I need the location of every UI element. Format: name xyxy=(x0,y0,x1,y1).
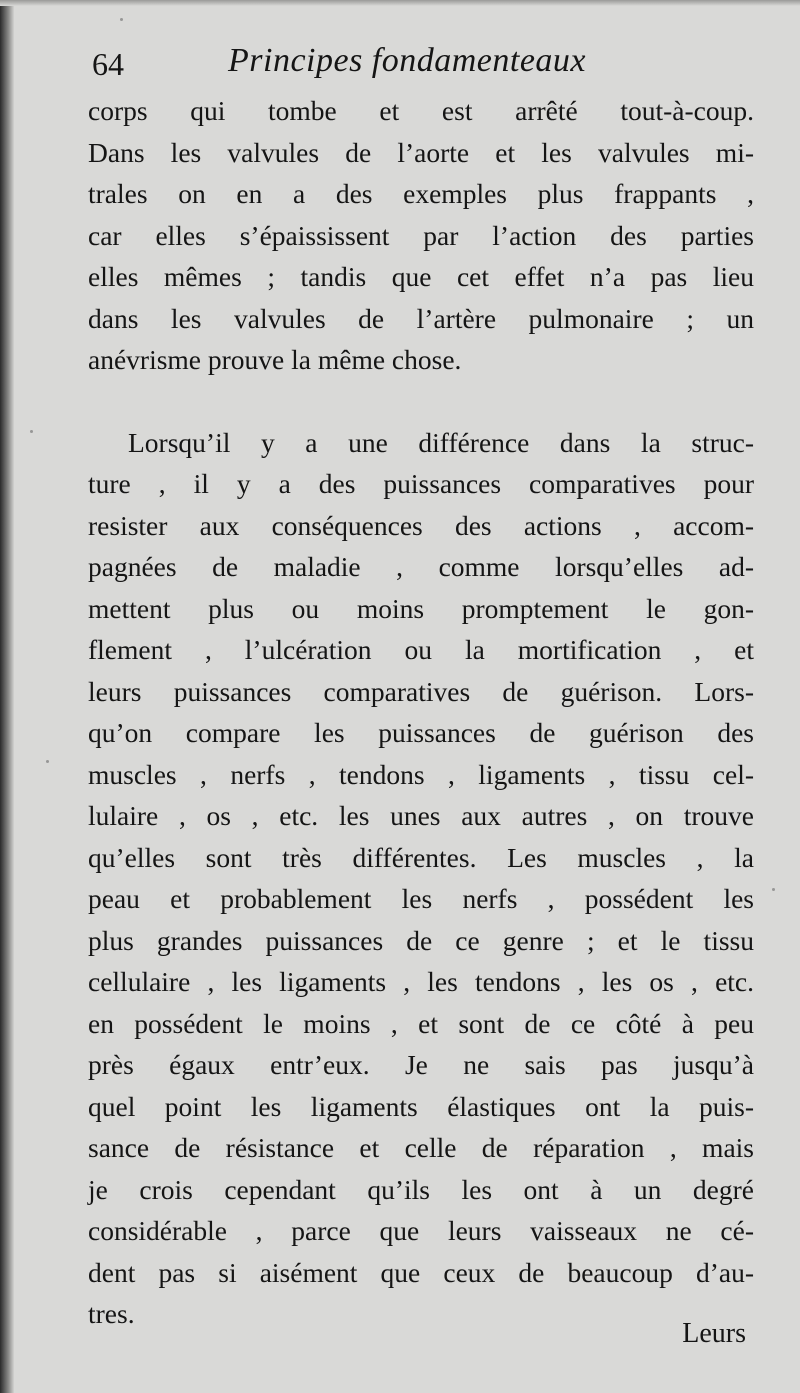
text-line: plus grandes puissances de ce genre ; et le tissu xyxy=(88,924,754,956)
text-line: peau et probablement les nerfs , possédent les xyxy=(88,883,754,914)
paper-speck xyxy=(120,18,123,21)
page-number: 64 xyxy=(92,46,124,82)
text-line: Dans les valvules de l’aorte et les valvules mi- xyxy=(88,136,754,168)
text-line: qu’on compare les puissances de guérison des xyxy=(88,717,754,748)
paper-speck xyxy=(46,760,49,763)
catchword: Leurs xyxy=(682,1318,746,1349)
text-line: trales on en a des exemples plus frappants , xyxy=(88,178,754,209)
text-line: dent pas si aisément que ceux de beaucoup d’au- xyxy=(88,1256,754,1288)
text-line: corps qui tombe et est arrêté tout-à-coup. xyxy=(88,95,754,126)
text-line: sance de résistance et celle de réparation , mais xyxy=(88,1132,754,1163)
text-line: tres. xyxy=(88,1298,135,1329)
text-line: je crois cependant qu’ils les ont à un degré xyxy=(88,1173,754,1205)
text-line: près égaux entr’eux. Je ne sais pas jusqu’à xyxy=(88,1049,754,1080)
text-line: resister aux conséquences des actions , accom- xyxy=(88,509,754,541)
page-edge-shadow xyxy=(0,0,14,1393)
text-line: lulaire , os , etc. les unes aux autres , on trouve xyxy=(88,800,754,831)
text-line: qu’elles sont très différentes. Les muscles , la xyxy=(88,841,754,873)
text-line: muscles , nerfs , tendons , ligaments , tissu cel- xyxy=(88,758,754,790)
page-body xyxy=(88,90,754,1335)
text-line: dans les valvules de l’artère pulmonaire ; un xyxy=(88,302,754,334)
text-line: en possédent le moins , et sont de ce côté à peu xyxy=(88,1007,754,1039)
text-line: leurs puissances comparatives de guérison. Lors- xyxy=(88,675,754,707)
paragraph-gap xyxy=(88,381,754,422)
text-line: anévrisme prouve la même chose. xyxy=(88,344,462,375)
paragraph-1 xyxy=(88,90,754,381)
text-line: car elles s’épaississent par l’action des parties xyxy=(88,219,754,251)
text-line: elles mêmes ; tandis que cet effet n’a pas lieu xyxy=(88,261,754,292)
text-line: ture , il y a des puissances comparatives pour xyxy=(88,468,754,499)
text-line: quel point les ligaments élastiques ont la puis- xyxy=(88,1090,754,1122)
text-line: mettent plus ou moins promptement le gon- xyxy=(88,592,754,624)
text-line: flement , l’ulcération ou la mortification , et xyxy=(88,634,754,665)
text-line: Lorsqu’il y a une différence dans la struc- xyxy=(128,426,754,458)
paragraph-2 xyxy=(88,422,754,1335)
text-line: cellulaire , les ligaments , les tendons , les os , etc. xyxy=(88,966,754,997)
text-line: considérable , parce que leurs vaisseaux ne cé- xyxy=(88,1215,754,1246)
paper-speck xyxy=(772,888,775,891)
running-title: Principes fondamenteaux xyxy=(228,42,587,79)
page-top-edge xyxy=(0,0,800,6)
paper-speck xyxy=(30,430,33,433)
text-line: pagnées de maladie , comme lorsqu’elles ad- xyxy=(88,551,754,582)
page-header xyxy=(92,40,732,90)
